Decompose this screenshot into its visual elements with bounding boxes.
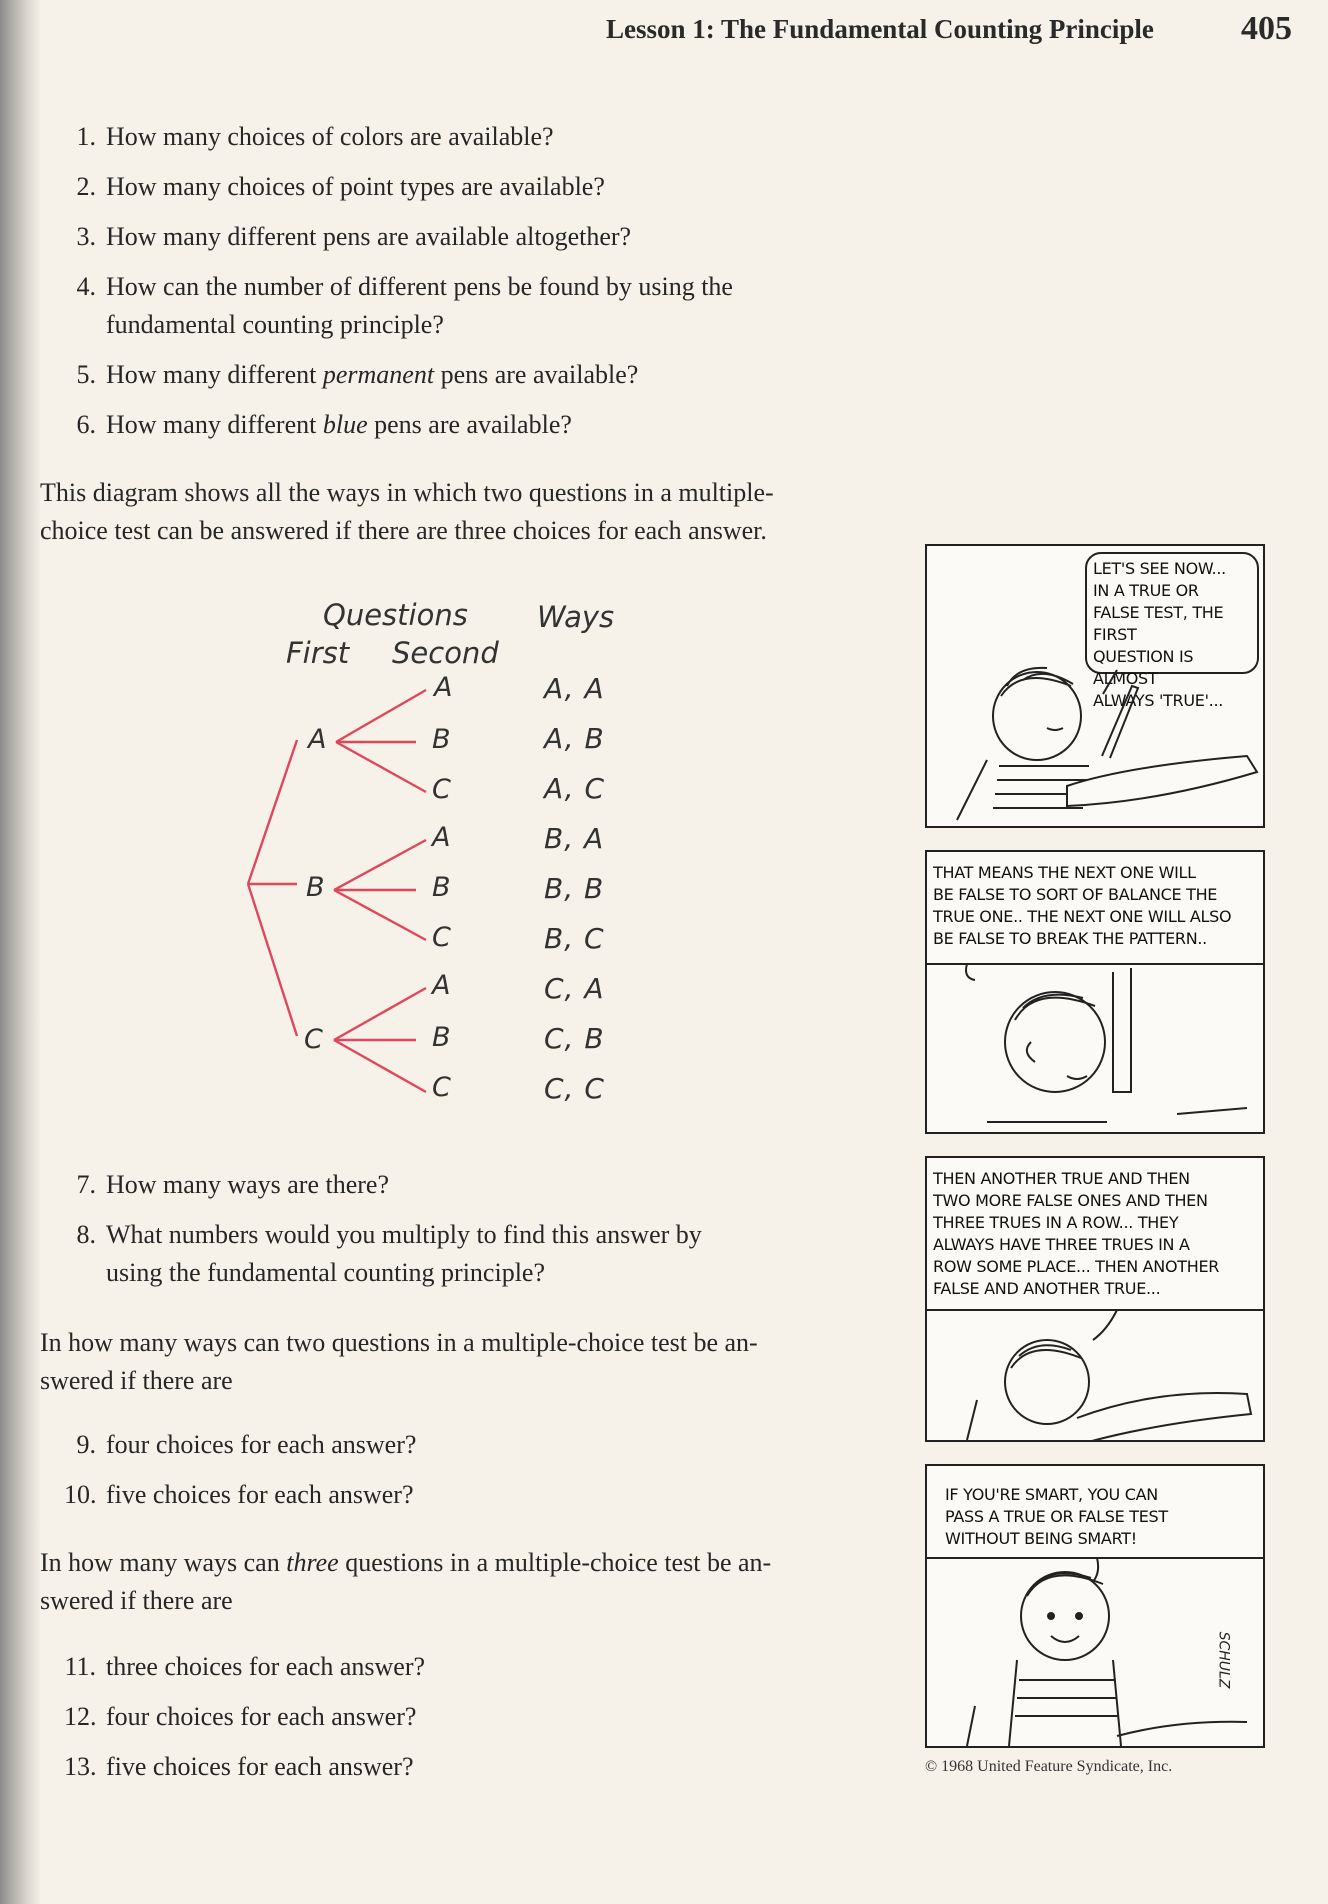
way-row: B, B: [544, 872, 605, 905]
way-row: A, C: [544, 772, 606, 805]
second-node: B: [432, 1022, 451, 1053]
balloon-text: IF YOU'RE SMART, YOU CAN PASS A TRUE OR FALSE TEST WITHOUT BEING SMART!: [945, 1485, 1168, 1548]
question-5: 5. How many different permanent pens are available?: [76, 360, 639, 389]
question-6: 6. How many different blue pens are available?: [76, 410, 572, 439]
way-row: A, B: [544, 722, 605, 755]
second-header: Second: [392, 636, 499, 670]
second-node: B: [432, 724, 451, 755]
second-node: B: [432, 872, 451, 903]
question-10: 10. five choices for each answer?: [64, 1480, 414, 1509]
first-node-a: A: [308, 724, 327, 755]
second-node: C: [432, 922, 451, 953]
way-row: C, A: [544, 972, 605, 1005]
character-drawing: [927, 1158, 1263, 1440]
question-3: 3. How many different pens are available altogether?: [76, 222, 632, 251]
question-8: 8. What numbers would you multiply to find this answer by using the fundamental counting principle?: [76, 1220, 702, 1287]
tree-line-c-c: [334, 1040, 426, 1092]
question-1: 1. How many choices of colors are available?: [76, 122, 554, 151]
comic-panel-4: [925, 1464, 1265, 1748]
character-drawing: [927, 1466, 1263, 1746]
comic-panel-1: [925, 544, 1265, 828]
page-number: 405: [1241, 10, 1292, 47]
two-questions-paragraph: In how many ways can two questions in a multiple-choice test be an- swered if there are: [40, 1328, 758, 1395]
comic-panel-2: [925, 850, 1265, 1134]
copyright-notice: © 1968 United Feature Syndicate, Inc.: [925, 1758, 1173, 1775]
tree-line-root-a: [248, 740, 297, 884]
question-9: 9. four choices for each answer?: [76, 1430, 417, 1459]
tree-line-a-c: [336, 742, 426, 792]
diagram-intro: This diagram shows all the ways in which two questions in a multiple- choice test can be answered if there are three choices for each answer.: [40, 478, 774, 545]
question-4: 4. How can the number of different pens be found by using the fundamental counting principle?: [76, 272, 733, 339]
second-node: C: [432, 774, 451, 805]
second-node: C: [432, 1072, 451, 1103]
tree-line-a-a: [336, 690, 426, 742]
balloon-text: LET'S SEE NOW... IN A TRUE OR FALSE TEST, THE FIRST QUESTION IS ALMOST ALWAYS 'TRUE'...: [1093, 559, 1226, 710]
second-node: A: [432, 970, 451, 1001]
tree-line-b-c: [334, 890, 426, 940]
first-node-b: B: [306, 872, 325, 903]
question-13: 13. five choices for each answer?: [64, 1752, 414, 1781]
tree-line-b-a: [334, 840, 426, 890]
comic-panel-3: [925, 1156, 1265, 1442]
question-7: 7. How many ways are there?: [76, 1170, 389, 1199]
three-questions-paragraph: In how many ways can three questions in a multiple-choice test be an- swered if there are: [40, 1548, 772, 1615]
question-12: 12. four choices for each answer?: [64, 1702, 417, 1731]
character-drawing: [927, 546, 1263, 826]
artist-signature: SCHULZ: [1215, 1631, 1232, 1689]
second-node: A: [432, 822, 451, 853]
lesson-title: Lesson 1: The Fundamental Counting Principle: [606, 14, 1154, 44]
tree-line-root-c: [248, 884, 297, 1036]
way-row: B, A: [544, 822, 605, 855]
way-row: C, B: [544, 1022, 605, 1055]
question-11: 11. three choices for each answer?: [64, 1652, 426, 1681]
tree-line-c-a: [334, 988, 426, 1040]
way-row: A, A: [544, 672, 605, 705]
second-node: A: [434, 672, 453, 703]
way-row: C, C: [544, 1072, 605, 1105]
character-drawing: [927, 852, 1263, 1132]
first-header: First: [286, 636, 350, 670]
question-2: 2. How many choices of point types are available?: [76, 172, 605, 201]
balloon-text: THEN ANOTHER TRUE AND THEN TWO MORE FALSE ONES AND THEN THREE TRUES IN A ROW... THEY ALWAYS HAVE THREE TRUES IN A ROW SOME PLACE... THEN ANOTHER FALSE AND ANOTHER TRUE...: [933, 1169, 1220, 1298]
balloon-text: THAT MEANS THE NEXT ONE WILL BE FALSE TO SORT OF BALANCE THE TRUE ONE.. THE NEXT ONE WILL ALSO BE FALSE TO BREAK THE PATTERN..: [933, 863, 1232, 948]
ways-header: Ways: [537, 600, 615, 634]
way-row: B, C: [544, 922, 605, 955]
first-node-c: C: [304, 1024, 323, 1055]
questions-header: Questions: [323, 598, 468, 632]
